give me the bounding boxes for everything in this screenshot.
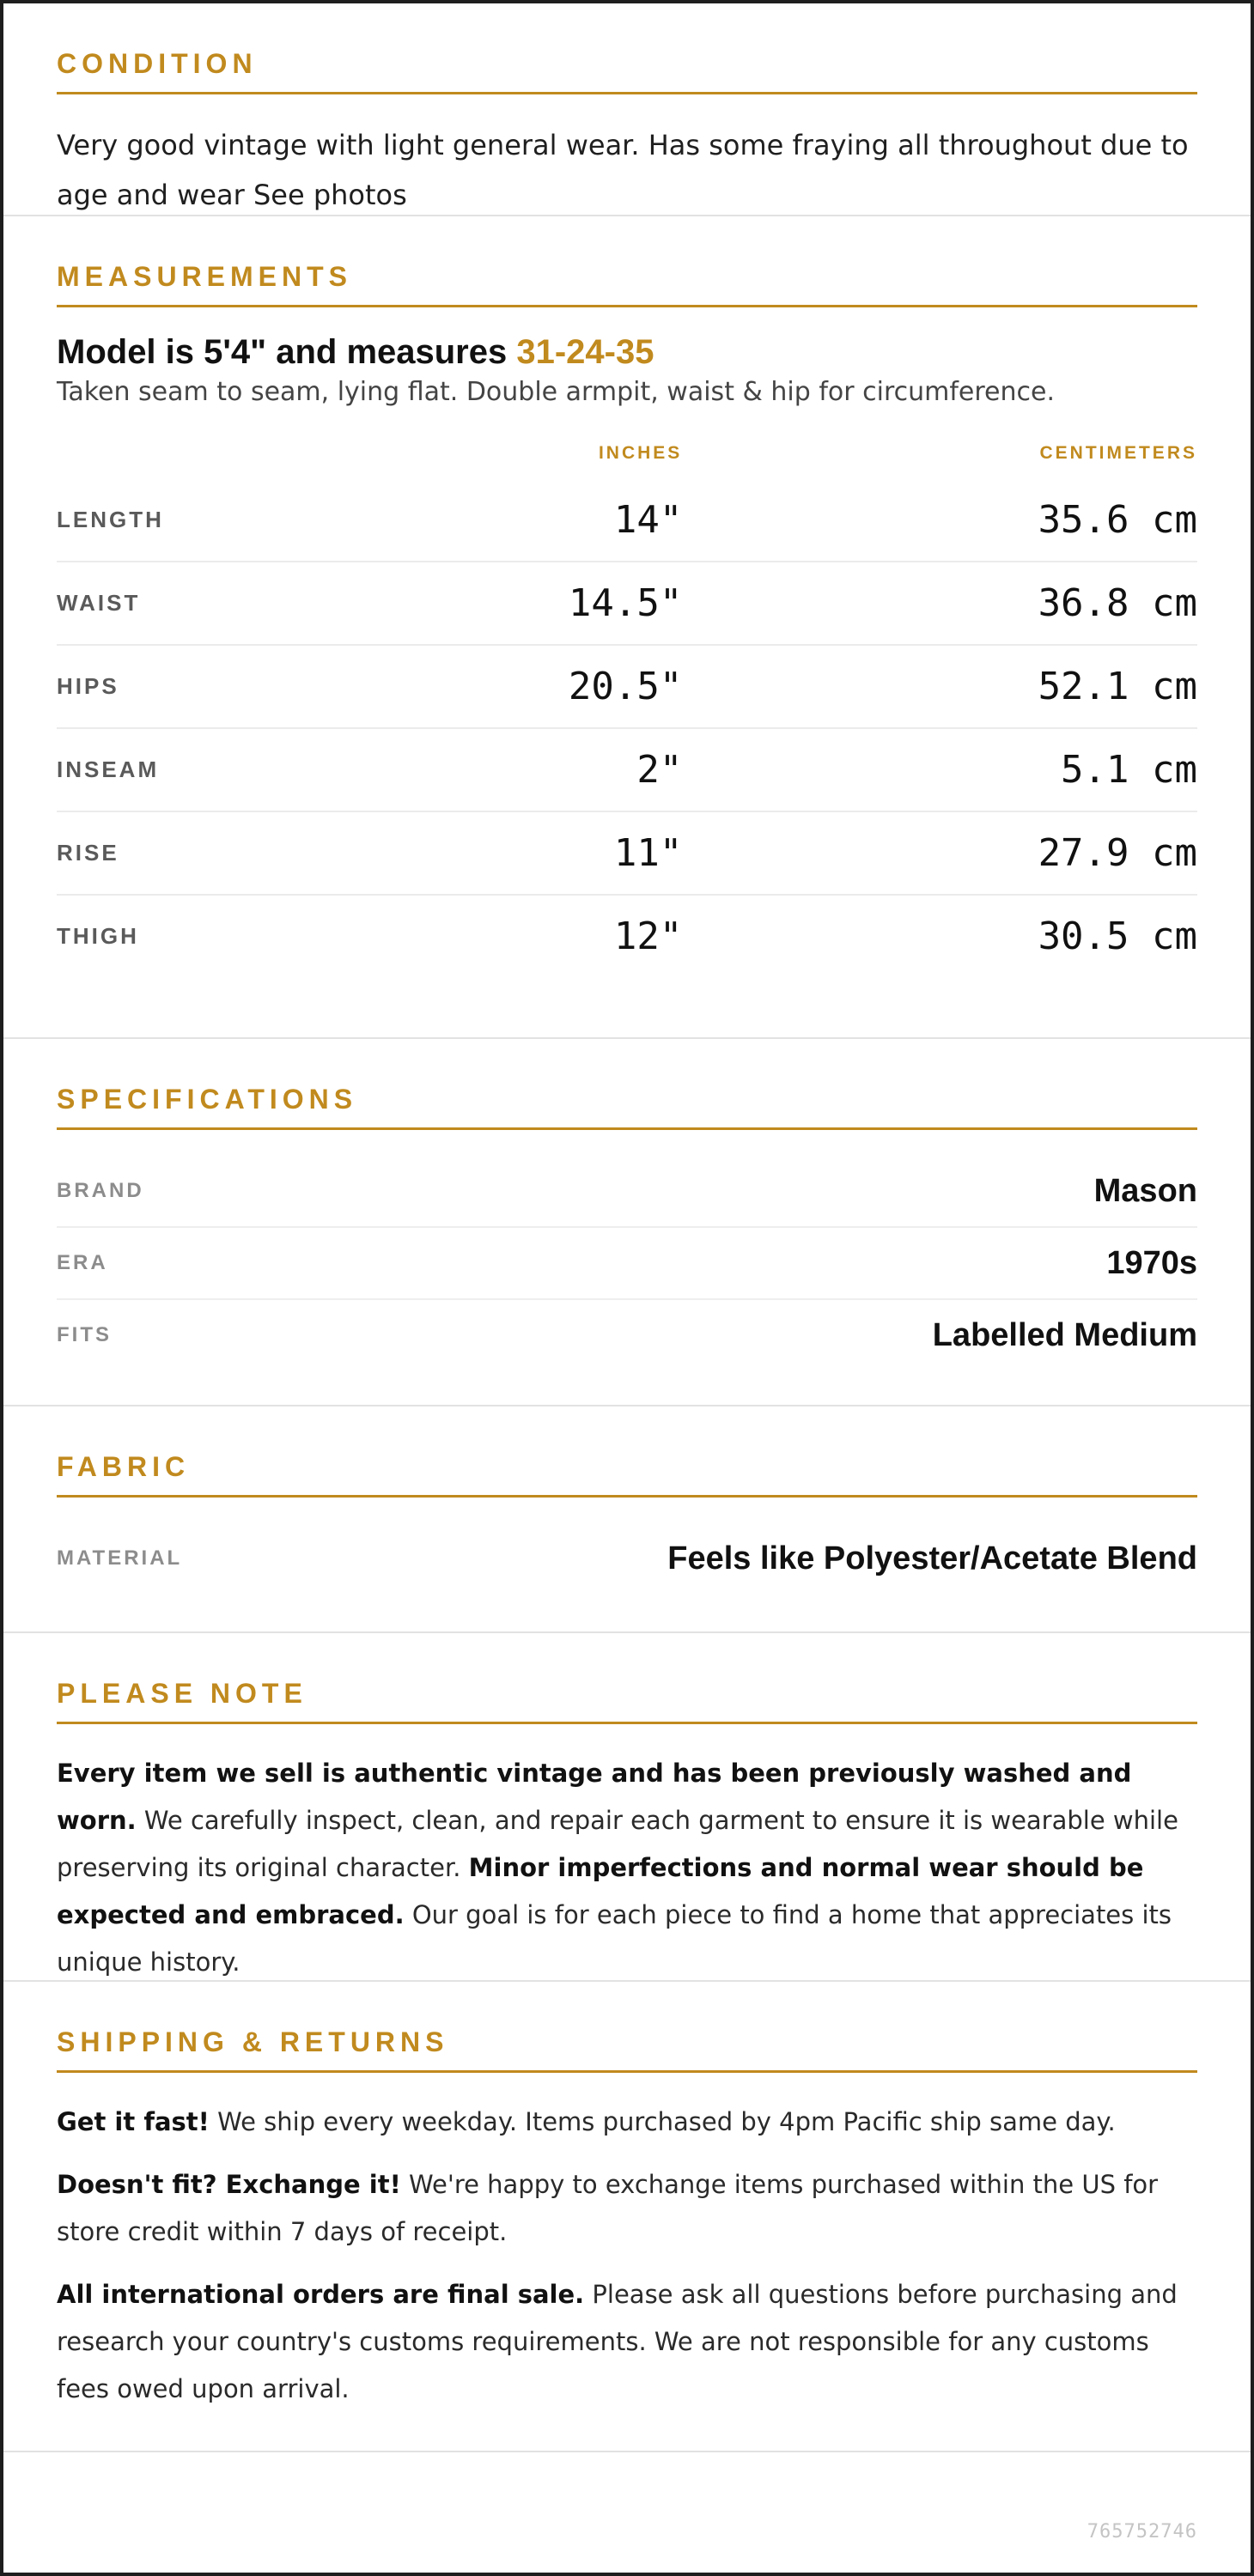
measurement-label: HIPS [57, 645, 314, 728]
shipping-text: We're happy to exchange items purchased within the US for store credit within 7 days of receipt. [57, 2170, 1159, 2246]
spec-row-brand [57, 1156, 1197, 1228]
measurements-col-label [57, 443, 314, 479]
measurement-row [57, 645, 1197, 728]
measurement-label: THIGH [57, 923, 139, 949]
condition-text: Very good vintage with light general wear. Has some fraying all throughout due to age and wear See photos [57, 129, 1189, 211]
measurement-inches: 20.5" [314, 645, 682, 728]
measurement-inches: 2" [314, 728, 682, 811]
spec-value: Labelled Medium [932, 1316, 1197, 1353]
spec-row-fits [57, 1300, 1197, 1370]
please-note-text [57, 1750, 1197, 1986]
measurement-label: RISE [57, 811, 314, 895]
measurement-row [57, 479, 1197, 562]
spec-value: Mason [1093, 1172, 1197, 1209]
shipping-bold: Get it fast! [57, 2107, 210, 2136]
condition-section [3, 3, 1251, 216]
fabric-value: Feels like Polyester/Acetate Blend [667, 1540, 1197, 1577]
please-note-section [3, 1633, 1251, 1982]
fabric-heading: FABRIC [57, 1451, 1197, 1498]
measurement-inches: 12" [613, 914, 683, 958]
measurement-cm: 35.6 cm [682, 479, 1197, 562]
please-note-bold-2: Minor imperfections and normal wear should be expected and embraced. [57, 1853, 1144, 1929]
measurements-table [57, 443, 1197, 977]
shipping-section [3, 1982, 1251, 2452]
measurement-row [57, 895, 1197, 977]
measurement-row [57, 811, 1197, 895]
condition-heading: CONDITION [57, 48, 1197, 94]
shipping-text: We ship every weekday. Items purchased by 4pm Pacific ship same day. [209, 2107, 1116, 2136]
spec-row-era [57, 1228, 1197, 1300]
shipping-paragraph [57, 2271, 1197, 2413]
fabric-row-material [57, 1523, 1197, 1594]
measurement-row [57, 562, 1197, 645]
shipping-bold: All international orders are final sale. [57, 2280, 585, 2309]
measurement-inches: 14.5" [314, 562, 682, 645]
measurements-heading: MEASUREMENTS [57, 261, 1197, 307]
fabric-section [3, 1406, 1251, 1633]
shipping-text: Please ask all questions before purchasing and research your country's customs requirements. We are not responsible for any customs fees owed upon arrival. [57, 2280, 1178, 2403]
please-note-text-2: Our goal is for each piece to find a home that appreciates its unique history. [57, 1900, 1172, 1977]
model-measurements: 31-24-35 [516, 333, 654, 371]
measurement-row [57, 728, 1197, 811]
spec-key: ERA [57, 1251, 108, 1274]
measurement-cm: 36.8 cm [682, 562, 1197, 645]
measurement-cm: 30.5 cm [1038, 914, 1197, 958]
measurement-label: WAIST [57, 562, 314, 645]
please-note-heading: PLEASE NOTE [57, 1678, 1197, 1724]
spec-key: FITS [57, 1323, 112, 1346]
measurement-label: LENGTH [57, 479, 314, 562]
measurement-inches: 14" [314, 479, 682, 562]
product-id: 765752746 [1087, 2521, 1197, 2543]
shipping-paragraph [57, 2161, 1197, 2256]
specifications-heading: SPECIFICATIONS [57, 1084, 1197, 1130]
measurements-col-inches: INCHES [598, 443, 683, 463]
measurement-cm: 5.1 cm [682, 728, 1197, 811]
spec-value: 1970s [1106, 1244, 1197, 1281]
measurement-cm: 52.1 cm [682, 645, 1197, 728]
spec-key: BRAND [57, 1179, 144, 1202]
model-prefix: Model is 5'4" and measures [57, 333, 517, 371]
measurement-cm: 27.9 cm [682, 811, 1197, 895]
fabric-key: MATERIAL [57, 1546, 183, 1570]
measurement-inches: 11" [314, 811, 682, 895]
shipping-paragraph [57, 2099, 1197, 2146]
shipping-heading: SHIPPING & RETURNS [57, 2026, 1197, 2073]
please-note-text-1: We carefully inspect, clean, and repair each garment to ensure it is wearable while preserving its original character. [57, 1806, 1178, 1882]
measurements-section [3, 216, 1251, 1039]
measurement-label: INSEAM [57, 728, 314, 811]
shipping-bold: Doesn't fit? Exchange it! [57, 2170, 401, 2199]
measurements-col-cm: CENTIMETERS [1039, 443, 1197, 463]
please-note-bold-1: Every item we sell is authentic vintage and has been previously washed and worn. [57, 1759, 1132, 1835]
measurements-subtitle: Taken seam to seam, lying flat. Double armpit, waist & hip for circumference. [57, 377, 1056, 407]
specifications-section [3, 1039, 1251, 1406]
model-info [57, 333, 1197, 372]
